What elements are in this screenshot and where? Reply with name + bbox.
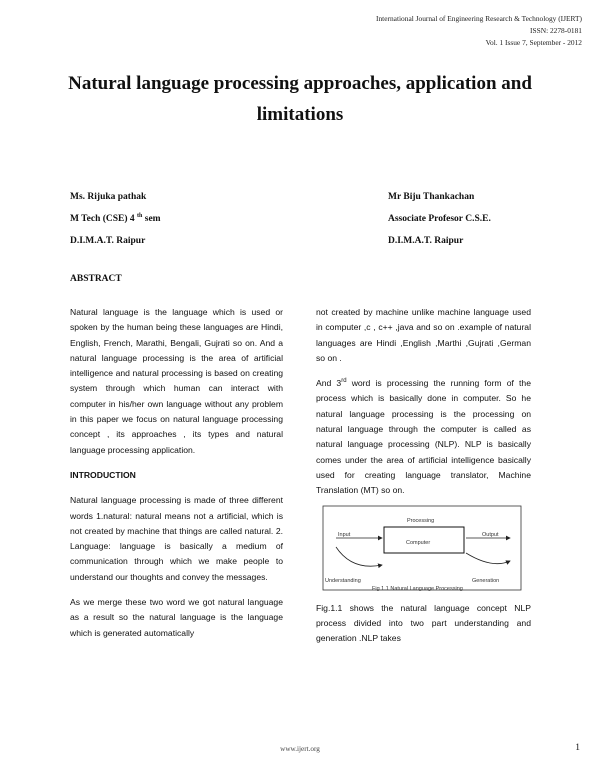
generation-arrow <box>466 553 510 564</box>
introduction-heading: INTRODUCTION <box>70 469 136 480</box>
abstract-text: Natural language is the language which is used or spoken by the human being these languages are Hindi, English, French, Marathi, Bengali, Gujrati so on. And a natural language processing is the area of artificial intelligence and natural processing is based on creating system through which human can interact with computer in his/her own language without any problem in this paper we focus on natural language processing concept , its approaches , its types and natural language processing application. <box>70 307 283 455</box>
journal-volume: Vol. 1 Issue 7, September - 2012 <box>485 38 582 47</box>
understanding-label: Understanding <box>325 577 361 584</box>
understanding-arrow <box>336 547 382 566</box>
body-paragraph: And 3rd word is processing the running form of the process which is basically done in computer. So he natural language processing is the processing on natural language through the computer is called as natural language processing (NLP). NLP is basically comes under the area of artificial intelligence basically used for creating language translator, Machine Translation (MT) so on. <box>316 378 531 496</box>
author-name: Mr Biju Thankachan <box>388 192 475 202</box>
figure-inner-caption: Fig 1.1 Natural Language Processing <box>372 585 463 592</box>
right-column <box>316 305 531 652</box>
input-label: Input <box>338 531 351 538</box>
generation-label: Generation <box>472 577 500 584</box>
body-paragraph: not created by machine unlike machine language used in computer ,c , c++ ,java and so on .example of natural languages are Hindi ,English ,Marthi ,Gujrati ,German so on . <box>316 307 531 363</box>
figure-caption-paragraph: Fig.1.1 shows the natural language concept NLP process divided into two part understanding and generation .NLP takes <box>316 602 531 644</box>
author-degree: M Tech (CSE) 4 $^{th}$ sem <box>70 212 161 224</box>
author-block-left <box>70 186 161 252</box>
page-number: 1 <box>575 743 580 753</box>
computer-label: Computer <box>406 539 431 546</box>
journal-header <box>376 13 582 49</box>
author-name: Ms. Rijuka pathak <box>70 192 147 202</box>
left-column <box>70 305 283 647</box>
intro-paragraph: As we merge these two word we got natural language as a result so the natural language is the language which is generated automatically <box>70 597 283 638</box>
intro-paragraph: Natural language processing is made of three different words 1.natural: natural means not a artificial, which is not created by machine that things are called natural. 2. Language: language is basically a medium of communication through which we make people to understand our thoughts and convey the messages. <box>70 495 283 582</box>
processing-label: Processing <box>407 517 435 524</box>
author-affiliation: D.I.M.A.T. Raipur <box>388 236 464 246</box>
nlp-process-figure <box>322 505 522 591</box>
footer-url: www.ijert.org <box>280 745 320 753</box>
author-block-right <box>388 186 491 252</box>
journal-issn: ISSN: 2278-0181 <box>530 26 582 35</box>
author-degree: Associate Profesor C.S.E. <box>388 214 491 224</box>
output-label: Output <box>482 531 499 538</box>
author-affiliation: D.I.M.A.T. Raipur <box>70 236 146 246</box>
journal-name: International Journal of Engineering Research & Technology (IJERT) <box>376 14 582 23</box>
abstract-heading: ABSTRACT <box>70 274 122 284</box>
page-title: Natural language processing approaches, application and limitations <box>68 73 532 125</box>
